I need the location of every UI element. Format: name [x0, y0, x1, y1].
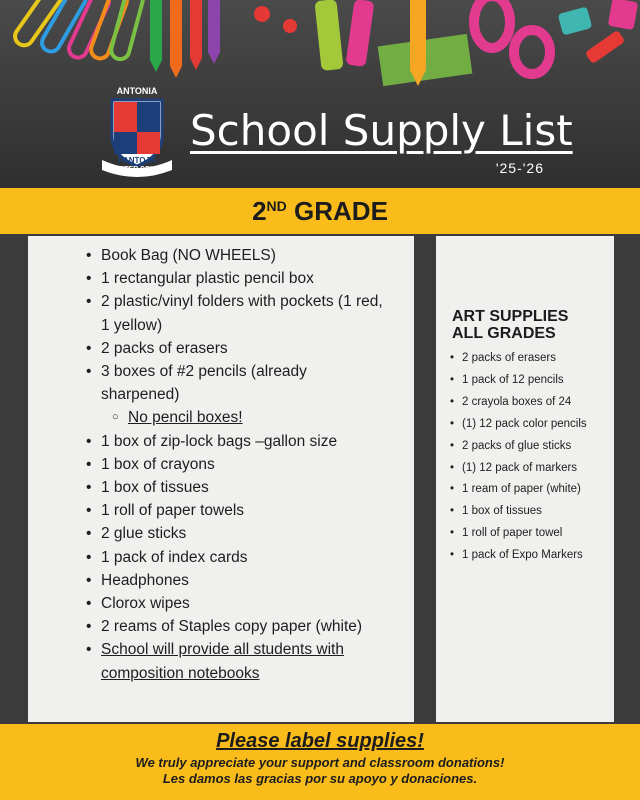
- thanks-english: We truly appreciate your support and classroom donations!: [135, 755, 505, 770]
- list-item: • School will provide all students with composition notebooks: [86, 638, 386, 684]
- footer-banner: [0, 724, 640, 800]
- list-item: • 1 ream of paper (white): [450, 479, 610, 501]
- list-item: • (1) 12 pack color pencils: [450, 414, 610, 436]
- list-item: • 3 boxes of #2 pencils (already sharpened): [86, 360, 386, 406]
- list-item: • Clorox wipes: [86, 592, 386, 615]
- grade-supply-list: [86, 244, 386, 685]
- school-logo: [92, 86, 182, 178]
- list-item: • 1 box of tissues: [450, 501, 610, 523]
- list-item: • 1 pack of index cards: [86, 546, 386, 569]
- push-pins-icon: [254, 6, 297, 33]
- paper-clips-icon: [12, 0, 145, 61]
- list-item: • Book Bag (NO WHEELS): [86, 244, 386, 267]
- list-item: • 1 roll of paper towel: [450, 523, 610, 545]
- list-item: • (1) 12 pack of markers: [450, 458, 610, 480]
- grade-banner: [0, 188, 640, 234]
- list-item: • 1 pack of Expo Markers: [450, 545, 610, 567]
- list-item: • 1 pack of 12 pencils: [450, 370, 610, 392]
- art-supply-list: [450, 348, 610, 567]
- logo-middle-text: PANTOJA: [118, 156, 156, 165]
- list-item: • 1 box of tissues: [86, 476, 386, 499]
- thanks-spanish: Les damos las gracias por su apoyo y donaciones.: [162, 771, 478, 786]
- list-item: • 1 box of zip-lock bags –gallon size: [86, 430, 386, 453]
- scissors-icon: [474, 0, 550, 74]
- list-item: • 2 crayola boxes of 24: [450, 392, 610, 414]
- list-item: • 1 rectangular plastic pencil box: [86, 267, 386, 290]
- list-item: • Headphones: [86, 569, 386, 592]
- logo-top-text: ANTONIA: [116, 86, 158, 96]
- list-item: • 2 glue sticks: [86, 522, 386, 545]
- list-item: • 2 plastic/vinyl folders with pockets (1 red, 1 yellow): [86, 290, 386, 336]
- list-item: • 1 roll of paper towels: [86, 499, 386, 522]
- colored-pencils-icon: [150, 0, 220, 78]
- art-supplies-title: ART SUPPLIES ALL GRADES: [452, 308, 569, 342]
- list-item: • 2 packs of glue sticks: [450, 436, 610, 458]
- page-title: School Supply List: [190, 106, 573, 155]
- school-supplies-illustration: [0, 0, 640, 100]
- logo-bottom-text: CHARTER SCHOOL: [103, 166, 171, 173]
- grade-heading: 2ND GRADE: [252, 196, 388, 226]
- list-item: • 2 packs of erasers: [450, 348, 610, 370]
- markers-icon: [314, 0, 374, 71]
- school-year: '25-'26: [495, 160, 544, 176]
- label-supplies-notice: Please label supplies!: [216, 730, 424, 752]
- list-item: • 2 packs of erasers: [86, 337, 386, 360]
- list-item: • 1 box of crayons: [86, 453, 386, 476]
- list-subitem: ○ No pencil boxes!: [86, 406, 386, 429]
- list-item: • 2 reams of Staples copy paper (white): [86, 615, 386, 638]
- header-banner: [0, 0, 640, 188]
